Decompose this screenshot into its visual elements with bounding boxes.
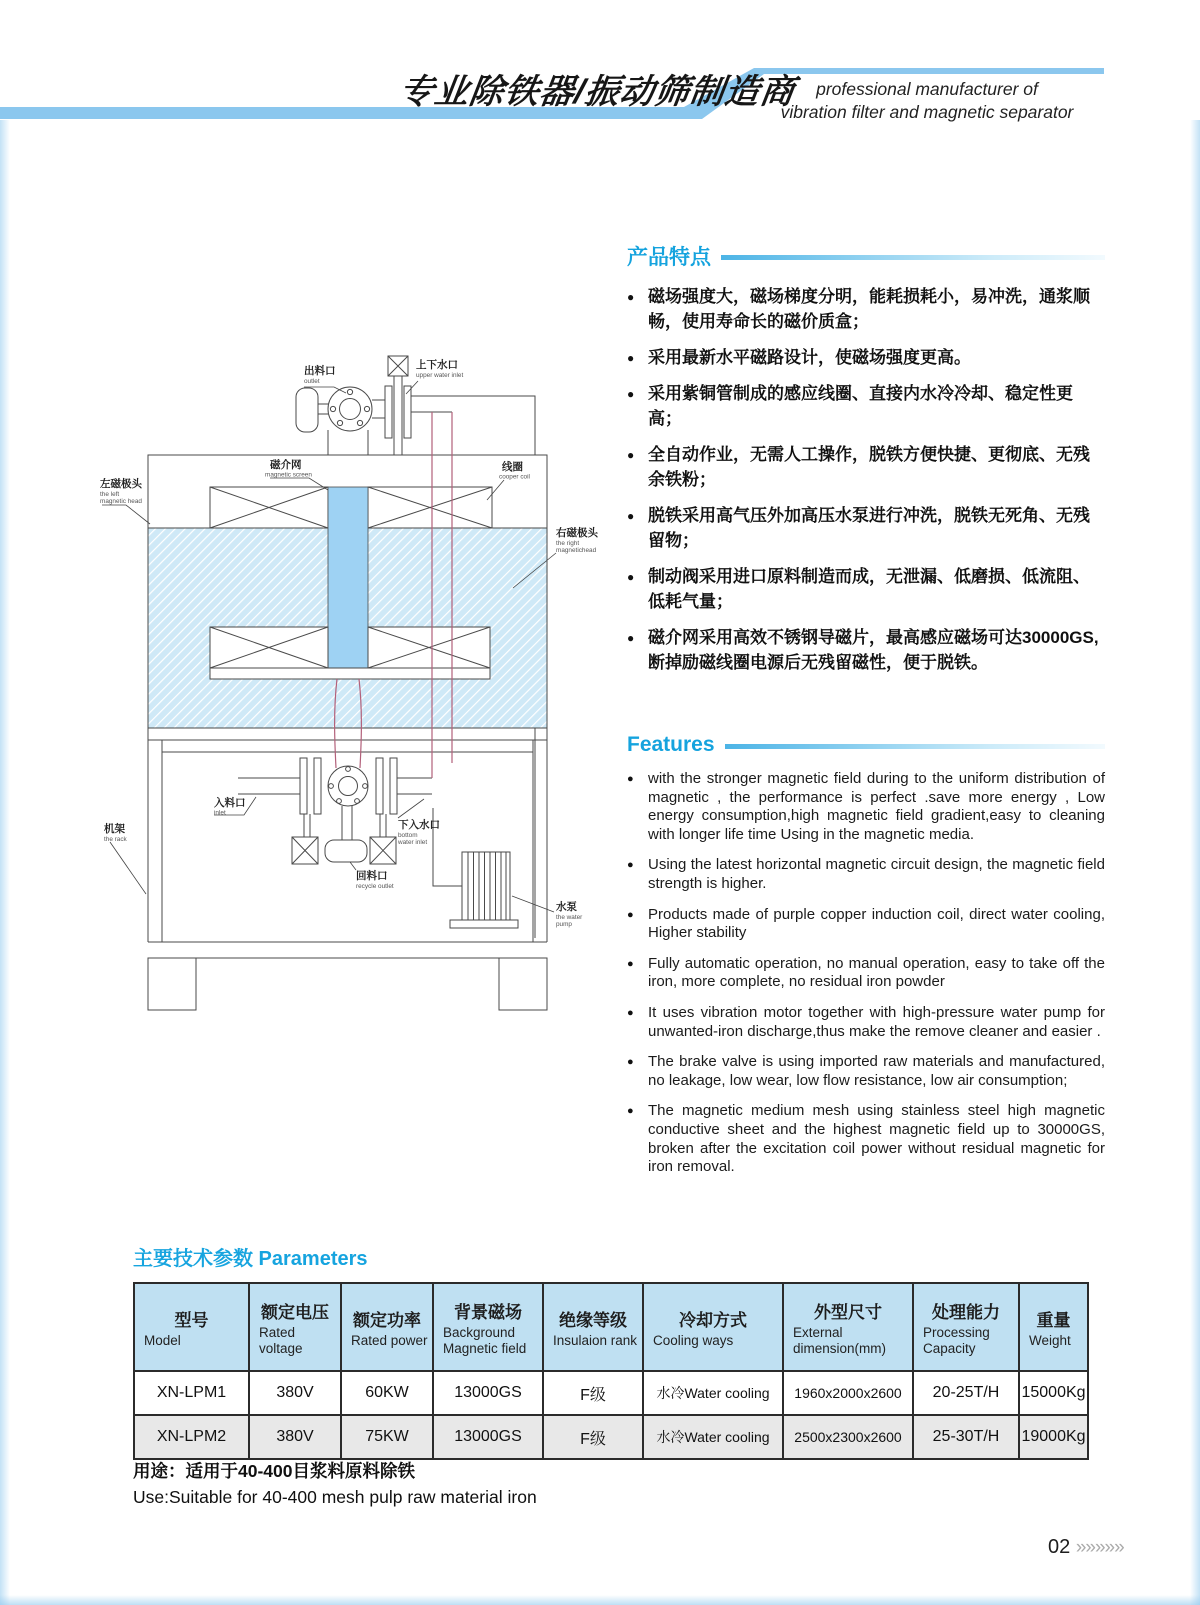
label-recycle-outlet-en: recycle outlet: [356, 883, 394, 890]
table-header-row: [134, 1283, 1088, 1371]
label-magnetic-screen-cn: 磁介网: [270, 459, 302, 471]
section-rule: [721, 255, 1105, 260]
label-bottom-water-inlet-cn: 下入水口: [398, 819, 440, 831]
label-left-magnetic-head-en1: the left: [100, 491, 120, 498]
label-bottom-water-inlet-en1: bottom: [398, 832, 418, 839]
cell: F级: [543, 1371, 643, 1415]
section-header-en: [627, 733, 1105, 757]
label-magnetic-screen-en: magnetic screen: [265, 471, 312, 479]
usage-note-cn: 用途：适用于40-400目浆料原料除铁: [133, 1461, 415, 1481]
label-copper-coil-en: cooper coil: [499, 473, 530, 481]
cell: XN-LPM1: [134, 1371, 249, 1415]
label-inlet-cn: 入料口: [214, 797, 246, 809]
section-title-en: Features: [627, 733, 715, 756]
col-weight: 重量 Weight: [1019, 1283, 1088, 1371]
label-water-pump-cn: 水泵: [556, 901, 577, 913]
page-edge-tint-bottom: [0, 1595, 1200, 1605]
cell: 水冷Water cooling: [643, 1415, 783, 1459]
section-features-en: [627, 733, 1105, 1189]
cell: 15000Kg: [1019, 1371, 1088, 1415]
feature-item-en: ● It uses vibration motor together with high-pressure water pump for unwanted-iron discharge,thus make the remove cleaner and easier .: [627, 1004, 1105, 1041]
feature-item-cn: ● 脱铁采用高气压外加高压水泵进行冲洗，脱铁无死角、无残留物；: [627, 503, 1105, 553]
label-copper-coil-cn: 线圈: [502, 461, 523, 473]
section-rule: [725, 744, 1105, 749]
table-row-xn-lpm1: [134, 1371, 1088, 1415]
chevrons-icon: »»»»»: [1075, 1537, 1124, 1558]
cell: 380V: [249, 1415, 341, 1459]
section-title-cn: 产品特点: [627, 246, 711, 269]
feature-item-cn: ● 制动阀采用进口原料制造而成，无泄漏、低磨损、低流阻、低耗气量；: [627, 564, 1105, 614]
label-rack-en: the rack: [104, 836, 127, 843]
label-water-pump-en1: the water: [556, 914, 583, 921]
feature-item-en: ● Products made of purple copper induction coil, direct water cooling, Higher stability: [627, 906, 1105, 943]
page-edge-tint-left: [0, 120, 10, 1605]
cell: 60KW: [341, 1371, 433, 1415]
usage-note: [133, 1458, 537, 1510]
label-recycle-outlet-cn: 回料口: [356, 870, 388, 882]
feature-item-cn: ● 采用紫铜管制成的感应线圈、直接内水冷冷却、稳定性更高；: [627, 381, 1105, 431]
header-subtitle-line1: professional manufacturer of: [816, 79, 1038, 99]
label-outlet-en: outlet: [304, 378, 320, 385]
label-right-magnetic-head-cn: 右磁极头: [556, 527, 598, 539]
col-cooling-ways: 冷却方式 Cooling ways: [643, 1283, 783, 1371]
header-title-cn: 专业除铁器/振动筛制造商: [396, 73, 798, 111]
label-left-magnetic-head-cn: 左磁极头: [100, 478, 142, 490]
label-outlet-cn: 出料口: [304, 365, 336, 377]
cell: 13000GS: [433, 1371, 543, 1415]
page-number: 02: [1048, 1536, 1071, 1558]
label-upper-water-inlet-cn: 上下水口: [416, 359, 458, 371]
feature-item-cn: ● 全自动作业，无需人工操作，脱铁方便快捷、更彻底、无残余铁粉；: [627, 442, 1105, 492]
feature-item-en: ● The brake valve is using imported raw materials and manufactured, no leakage, low wear, low flow resistance, low air consumption;: [627, 1053, 1105, 1090]
page-edge-tint-right: [1190, 120, 1200, 1605]
diagram-linework: [148, 356, 547, 1010]
feature-item-en: ● Fully automatic operation, no manual operation, easy to take off the iron, more complete, no residual iron powder: [627, 955, 1105, 992]
cell: XN-LPM2: [134, 1415, 249, 1459]
label-right-magnetic-head-en1: the right: [556, 540, 580, 547]
feature-item-en: ● The magnetic medium mesh using stainless steel high magnetic conductive sheet and the highest magnetic field up to 30000GS, broken after the excitation coil power without residual magnetic for iron removal.: [627, 1102, 1105, 1176]
cell: 19000Kg: [1019, 1415, 1088, 1459]
label-left-magnetic-head-en2: magnetic head: [100, 498, 142, 505]
cell: 20-25T/H: [913, 1371, 1019, 1415]
cell: 25-30T/H: [913, 1415, 1019, 1459]
col-model: 型号 Model: [134, 1283, 249, 1371]
feature-list-cn: [627, 284, 1105, 675]
page-footer: [1048, 1536, 1124, 1559]
feature-item-cn: ● 磁场强度大，磁场梯度分明，能耗损耗小，易冲洗，通浆顺畅，使用寿命长的磁价质盒；: [627, 284, 1105, 334]
label-rack-cn: 机架: [104, 823, 125, 835]
label-bottom-water-inlet-en2: water inlet: [398, 839, 428, 846]
label-water-pump-en2: pump: [556, 921, 572, 928]
usage-note-en: Use:Suitable for 40-400 mesh pulp raw material iron: [133, 1487, 537, 1507]
cell: 13000GS: [433, 1415, 543, 1459]
col-rated-voltage: 额定电压 Rated voltage: [249, 1283, 341, 1371]
machine-diagram: [88, 338, 608, 1038]
label-right-magnetic-head-en2: magnetichead: [556, 547, 597, 554]
cell: 水冷Water cooling: [643, 1371, 783, 1415]
cell: F级: [543, 1415, 643, 1459]
parameters-title: 主要技术参数 Parameters: [133, 1248, 368, 1270]
label-upper-water-inlet-en: upper water inlet: [416, 372, 464, 379]
table-row-xn-lpm2: [134, 1415, 1088, 1459]
feature-item-cn: ● 磁介网采用高效不锈钢导磁片，最高感应磁场可达30000GS, 断掉励磁线圈电源后无残留磁性，便于脱铁。: [627, 625, 1105, 675]
cell: 380V: [249, 1371, 341, 1415]
col-processing-capacity: 处理能力 Processing Capacity: [913, 1283, 1019, 1371]
header-subtitle-en: [752, 78, 1102, 124]
section-product-features-cn: [627, 241, 1105, 686]
col-background-field: 背景磁场 Background Magnetic field: [433, 1283, 543, 1371]
col-external-dimension: 外型尺寸 External dimension(mm): [783, 1283, 913, 1371]
col-rated-power: 额定功率 Rated power: [341, 1283, 433, 1371]
feature-item-en: ● Using the latest horizontal magnetic circuit design, the magnetic field strength is higher.: [627, 856, 1105, 893]
parameters-table: [133, 1282, 1089, 1460]
col-insulation-rank: 绝缘等级 Insulaion rank: [543, 1283, 643, 1371]
cell: 75KW: [341, 1415, 433, 1459]
feature-list-en: [627, 770, 1105, 1177]
cell: 1960x2000x2600: [783, 1371, 913, 1415]
section-header-cn: [627, 241, 1105, 271]
header-subtitle-line2: vibration filter and magnetic separator: [780, 102, 1074, 122]
feature-item-en: ● with the stronger magnetic field during to the uniform distribution of magnetic , the performance is perfect .save more energy , Low energy consumption,high magnetic field gradient,easy to cleaning with longer life time Using in the magnetic media.: [627, 770, 1105, 844]
cell: 2500x2300x2600: [783, 1415, 913, 1459]
feature-item-cn: ● 采用最新水平磁路设计，使磁场强度更高。: [627, 345, 1105, 370]
label-inlet-en: inlet: [214, 809, 226, 817]
